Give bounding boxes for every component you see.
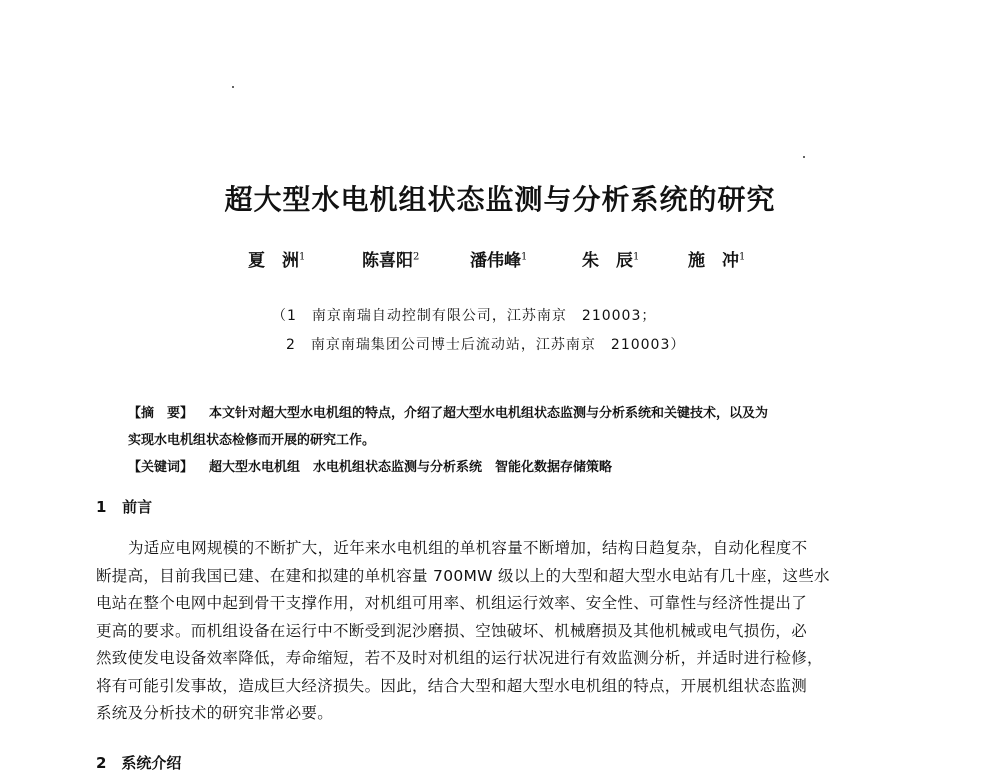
paragraph-line: 将有可能引发事故，造成巨大经济损失。因此，结合大型和超大型水电机组的特点，开展机组状态监测 (96, 676, 808, 695)
section-1-title: 前言 (122, 498, 153, 516)
author-3: 潘伟峰$^1$ (470, 251, 528, 271)
keywords-line (128, 456, 612, 475)
scan-speck (232, 86, 234, 88)
section-1-heading (96, 496, 152, 517)
abstract-line-1 (128, 402, 768, 421)
abstract-text-1: 本文针对超大型水电机组的特点，介绍了超大型水电机组状态监测与分析系统和关键技术，以及为 (209, 406, 769, 421)
author-4: 朱 辰$^1$ (582, 251, 640, 271)
affiliation-2: 2 南京南瑞集团公司博士后流动站，江苏南京 210003） (286, 337, 686, 353)
author-5: 施 冲$^1$ (688, 251, 746, 271)
author-1: 夏 洲$^1$ (248, 251, 306, 271)
section-1-number: 1 (96, 498, 107, 516)
abstract-line-2: 实现水电机组状态检修而开展的研究工作。 (128, 433, 376, 448)
affiliation-1: （1 南京南瑞自动控制有限公司，江苏南京 210003； (272, 308, 657, 324)
paragraph-line: 断提高，目前我国已建、在建和拟建的单机容量 700MW 级以上的大型和超大型水电站有几十座，这些水 (96, 566, 830, 585)
section-2-heading-partial: 2 系统介绍 (96, 754, 182, 772)
author-2: 陈喜阳$^2$ (362, 251, 420, 271)
paragraph-line: 系统及分析技术的研究非常必要。 (96, 704, 334, 722)
section-1-paragraph (96, 535, 916, 728)
scan-speck (803, 156, 805, 158)
keywords-text: 超大型水电机组 水电机组状态监测与分析系统 智能化数据存储策略 (209, 460, 613, 475)
paragraph-line: 更高的要求。而机组设备在运行中不断受到泥沙磨损、空蚀破坏、机械磨损及其他机械或电气损伤，必 (96, 621, 808, 640)
paper-title: 超大型水电机组状态监测与分析系统的研究 (224, 183, 776, 216)
keywords-label: 【关键词】 (128, 460, 194, 475)
paragraph-line: 然致使发电设备效率降低，寿命缩短，若不及时对机组的运行状况进行有效监测分析，并适时进行检修， (96, 649, 823, 667)
paragraph-line: 电站在整个电网中起到骨干支撑作用，对机组可用率、机组运行效率、安全性、可靠性与经济性提出了 (96, 594, 808, 612)
author-list (0, 246, 1000, 270)
abstract-label: 【摘 要】 (128, 406, 194, 421)
paragraph-line: 为适应电网规模的不断扩大，近年来水电机组的单机容量不断增加，结构日趋复杂，自动化程度不 (128, 539, 808, 557)
